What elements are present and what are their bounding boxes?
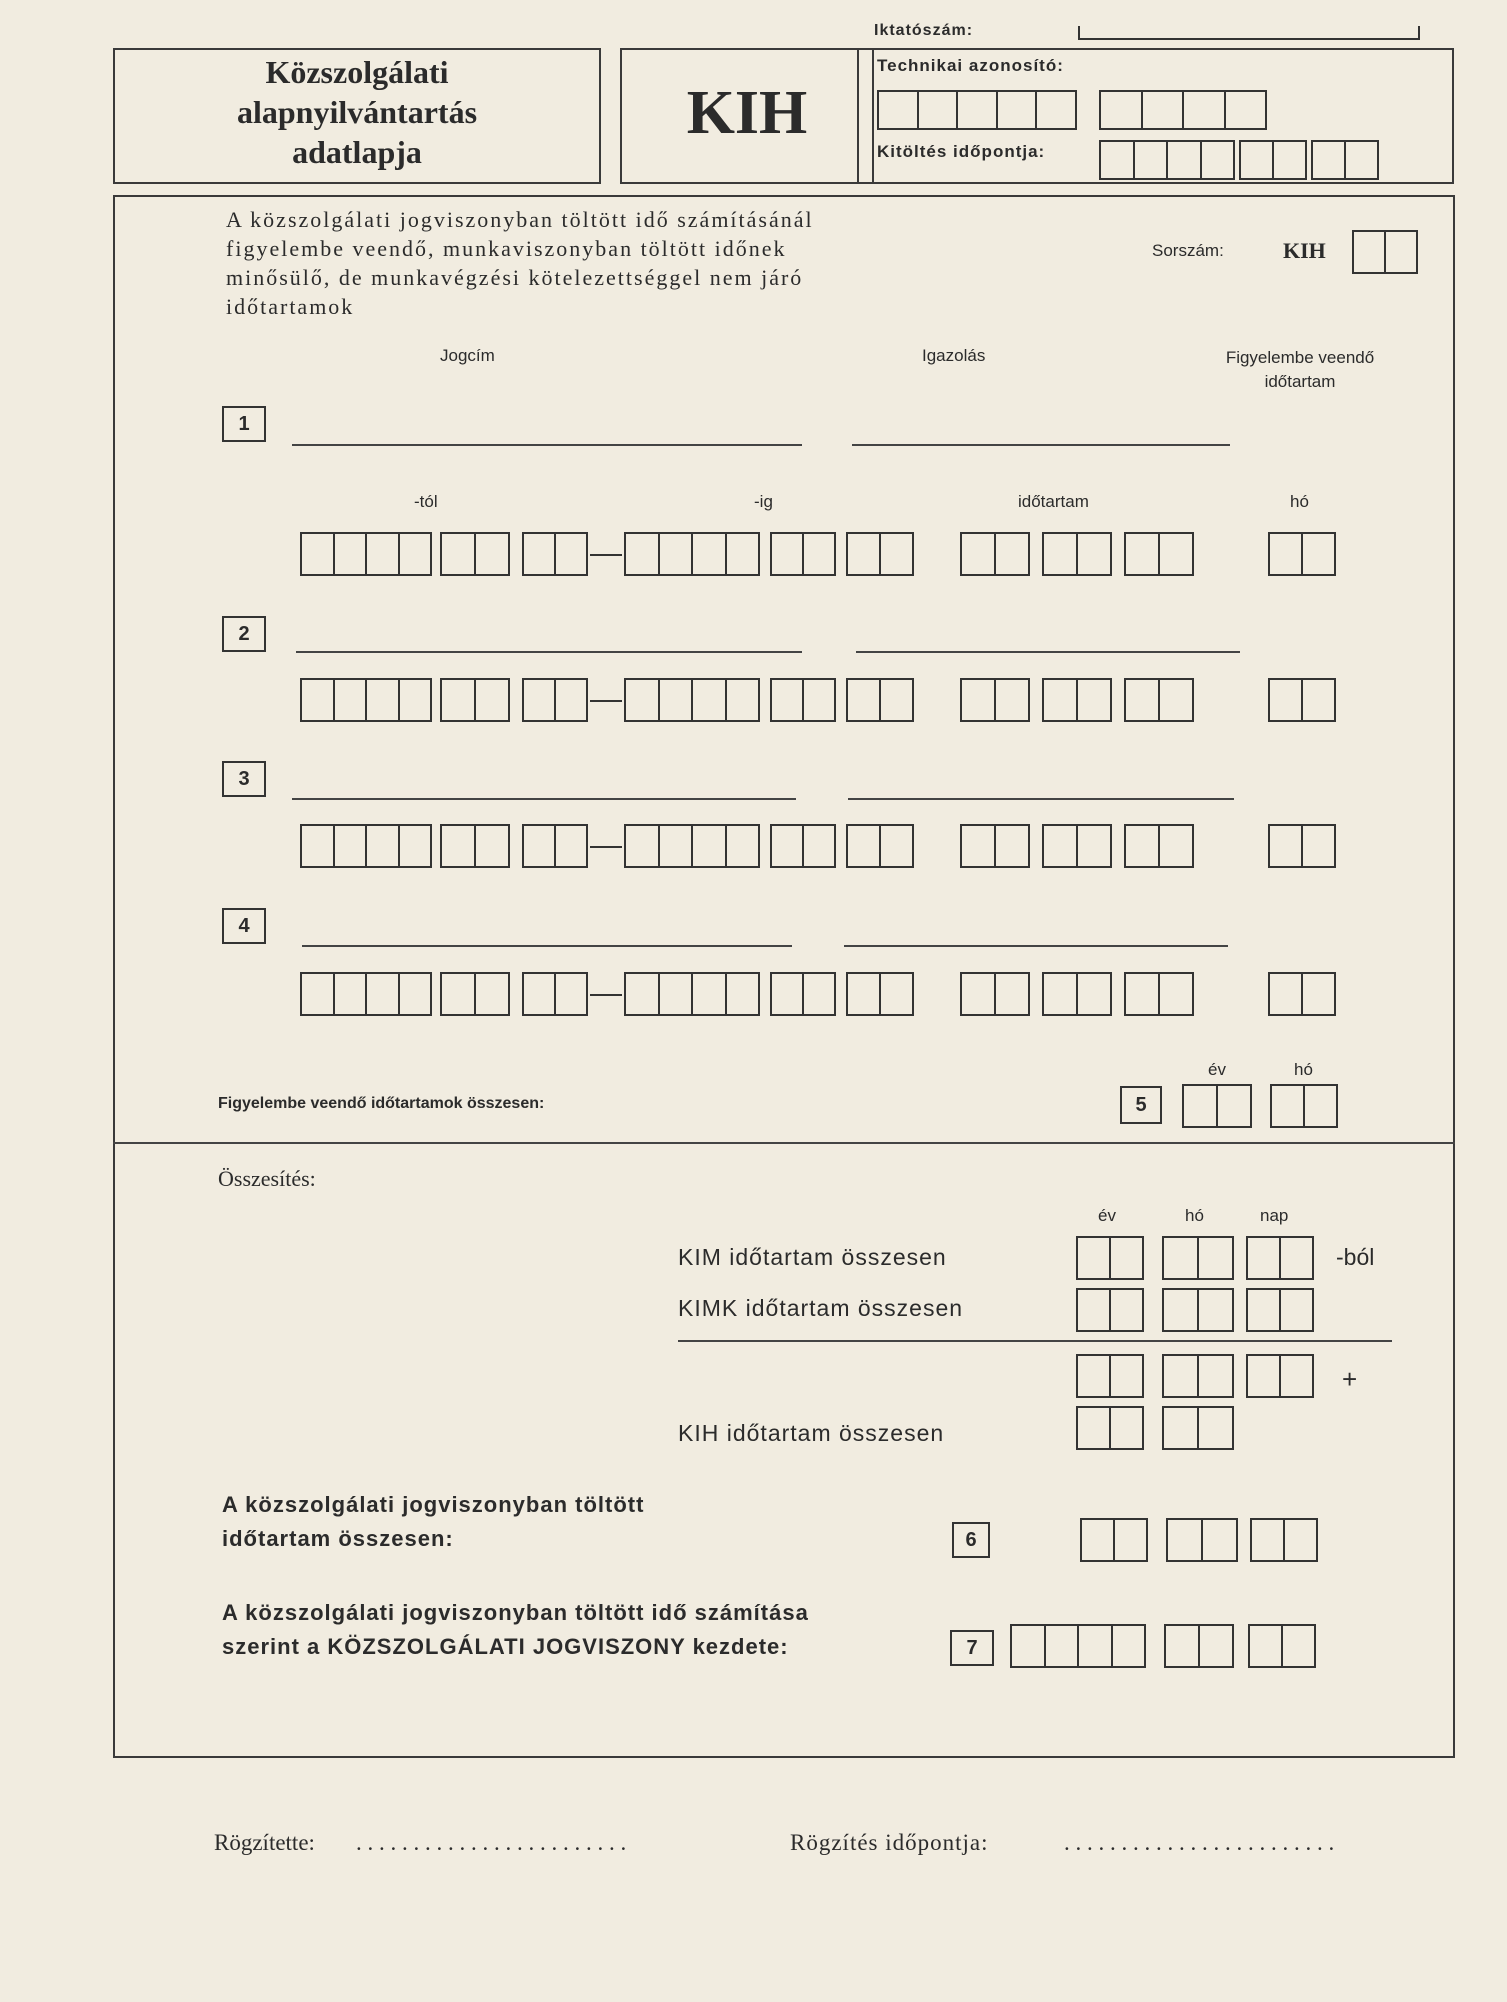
summary-col-ho: hó bbox=[1185, 1206, 1204, 1225]
row2-from-year[interactable] bbox=[300, 678, 432, 722]
row1-from-year[interactable] bbox=[300, 532, 432, 576]
row-number-6: 6 bbox=[952, 1522, 990, 1558]
kimk-label: KIMK időtartam összesen bbox=[678, 1295, 964, 1321]
row4-jogcim-line[interactable] bbox=[302, 945, 792, 947]
form-title-line2: alapnyilvántartás bbox=[236, 94, 478, 130]
form-title-line1: Közszolgálati bbox=[265, 54, 449, 90]
row2-to-day[interactable] bbox=[846, 678, 914, 722]
sub-idotartam: időtartam bbox=[1018, 492, 1089, 511]
recorded-at-field[interactable]: . . . . . . . . . . . . . . . . . . . . . . . . bbox=[1064, 1830, 1335, 1855]
total-service-year-cells[interactable] bbox=[1080, 1518, 1148, 1562]
kim-suffix: -ból bbox=[1336, 1244, 1375, 1270]
row4-igazolas-line[interactable] bbox=[844, 945, 1228, 947]
total-service-day-cells[interactable] bbox=[1250, 1518, 1318, 1562]
sorszam-code: KIH bbox=[1283, 238, 1326, 263]
row3-duration-day[interactable] bbox=[1124, 824, 1194, 868]
row-number-5: 5 bbox=[1120, 1086, 1162, 1124]
row3-from-day[interactable] bbox=[522, 824, 588, 868]
sub-ho: hó bbox=[1290, 492, 1309, 511]
row4-duration-year[interactable] bbox=[960, 972, 1030, 1016]
row3-from-year[interactable] bbox=[300, 824, 432, 868]
kih-year-cells[interactable] bbox=[1076, 1406, 1144, 1450]
service-start-label bbox=[222, 1596, 809, 1664]
section1-description bbox=[226, 205, 814, 321]
row-number-3: 3 bbox=[222, 761, 266, 797]
fill-date-year-cells[interactable] bbox=[1099, 140, 1235, 180]
kim-month-cells[interactable] bbox=[1162, 1236, 1234, 1280]
row4-duration-month[interactable] bbox=[1042, 972, 1112, 1016]
form-code: KIH bbox=[686, 79, 808, 147]
row2-duration-year[interactable] bbox=[960, 678, 1030, 722]
col-figyelembe-line1: Figyelembe veendő bbox=[1225, 348, 1375, 367]
row4-from-day[interactable] bbox=[522, 972, 588, 1016]
row1-duration-day[interactable] bbox=[1124, 532, 1194, 576]
row2-jogcim-line[interactable] bbox=[296, 651, 802, 653]
row1-igazolas-line[interactable] bbox=[852, 444, 1230, 446]
form-code-box bbox=[620, 48, 874, 184]
form-title bbox=[115, 52, 599, 172]
sorszam-label: Sorszám: bbox=[1152, 241, 1224, 260]
plus-sign: + bbox=[1342, 1364, 1358, 1394]
title-box bbox=[113, 48, 601, 184]
sorszam-cells[interactable] bbox=[1352, 230, 1418, 274]
kimk-day-cells[interactable] bbox=[1246, 1288, 1314, 1332]
total-year-cells[interactable] bbox=[1182, 1084, 1252, 1128]
recorded-by-label: Rögzítette: bbox=[214, 1830, 315, 1855]
sub-tol: -tól bbox=[414, 492, 438, 511]
total-ev-label: év bbox=[1208, 1060, 1226, 1079]
row2-duration-day[interactable] bbox=[1124, 678, 1194, 722]
diff-day-cells[interactable] bbox=[1246, 1354, 1314, 1398]
row1-duration-month[interactable] bbox=[1042, 532, 1112, 576]
section-divider bbox=[113, 1142, 1455, 1144]
recorded-by-field[interactable]: . . . . . . . . . . . . . . . . . . . . . . . . bbox=[356, 1830, 627, 1855]
diff-month-cells[interactable] bbox=[1162, 1354, 1234, 1398]
row2-igazolas-line[interactable] bbox=[856, 651, 1240, 653]
row1-to-day[interactable] bbox=[846, 532, 914, 576]
technical-id-cells-b[interactable] bbox=[1099, 90, 1267, 130]
row1-duration-year[interactable] bbox=[960, 532, 1030, 576]
fill-date-day-cells[interactable] bbox=[1311, 140, 1379, 180]
row3-jogcim-line[interactable] bbox=[292, 798, 796, 800]
row-number-7: 7 bbox=[950, 1630, 994, 1666]
sub-ig: -ig bbox=[754, 492, 773, 511]
kim-year-cells[interactable] bbox=[1076, 1236, 1144, 1280]
row4-from-year[interactable] bbox=[300, 972, 432, 1016]
row3-to-month[interactable] bbox=[770, 824, 836, 868]
service-start-month-cells[interactable] bbox=[1164, 1624, 1234, 1668]
row4-to-day[interactable] bbox=[846, 972, 914, 1016]
total-service-line1: A közszolgálati jogviszonyban töltött bbox=[222, 1492, 645, 1517]
row-number-4: 4 bbox=[222, 908, 266, 944]
row3-to-day[interactable] bbox=[846, 824, 914, 868]
description-line4: időtartamok bbox=[226, 294, 355, 319]
row2-from-month[interactable] bbox=[440, 678, 510, 722]
iktatoszam-field[interactable] bbox=[1078, 26, 1420, 40]
row2-considered-month[interactable] bbox=[1268, 678, 1336, 722]
row1-from-month[interactable] bbox=[440, 532, 510, 576]
id-box bbox=[857, 48, 1454, 184]
row4-from-month[interactable] bbox=[440, 972, 510, 1016]
row2-to-year[interactable] bbox=[624, 678, 760, 722]
row3-from-month[interactable] bbox=[440, 824, 510, 868]
col-figyelembe bbox=[1190, 346, 1410, 394]
row3-duration-year[interactable] bbox=[960, 824, 1030, 868]
row3-igazolas-line[interactable] bbox=[848, 798, 1234, 800]
row1-to-month[interactable] bbox=[770, 532, 836, 576]
row1-jogcim-line[interactable] bbox=[292, 444, 802, 446]
fill-date-month-cells[interactable] bbox=[1239, 140, 1307, 180]
service-start-line1: A közszolgálati jogviszonyban töltött idő számítása bbox=[222, 1600, 809, 1625]
row3-considered-month[interactable] bbox=[1268, 824, 1336, 868]
total-month-cells[interactable] bbox=[1270, 1084, 1338, 1128]
col-jogcim: Jogcím bbox=[440, 346, 495, 365]
form-title-line3: adatlapja bbox=[292, 134, 422, 170]
total-ho-label: hó bbox=[1294, 1060, 1313, 1079]
kih-month-cells[interactable] bbox=[1162, 1406, 1234, 1450]
technical-id-cells-a[interactable] bbox=[877, 90, 1077, 130]
row4-duration-day[interactable] bbox=[1124, 972, 1194, 1016]
row-number-2: 2 bbox=[222, 616, 266, 652]
row4-to-year[interactable] bbox=[624, 972, 760, 1016]
kih-label: KIH időtartam összesen bbox=[678, 1420, 945, 1446]
row1-from-day[interactable] bbox=[522, 532, 588, 576]
fill-date-label: Kitöltés időpontja: bbox=[877, 142, 1046, 161]
description-line2: figyelembe veendő, munkaviszonyban töltött időnek bbox=[226, 236, 787, 261]
description-line3: minősülő, de munkavégzési kötelezettséggel nem járó bbox=[226, 265, 804, 290]
row4-considered-month[interactable] bbox=[1268, 972, 1336, 1016]
summary-title: Összesítés: bbox=[218, 1166, 316, 1191]
row3-range-dash bbox=[590, 846, 622, 848]
technical-id-label: Technikai azonosító: bbox=[877, 56, 1064, 75]
row2-range-dash bbox=[590, 700, 622, 702]
col-igazolas: Igazolás bbox=[922, 346, 986, 365]
kimk-month-cells[interactable] bbox=[1162, 1288, 1234, 1332]
row1-to-year[interactable] bbox=[624, 532, 760, 576]
col-figyelembe-line2: időtartam bbox=[1264, 372, 1336, 391]
service-start-year-cells[interactable] bbox=[1010, 1624, 1146, 1668]
row3-duration-month[interactable] bbox=[1042, 824, 1112, 868]
service-start-day-cells[interactable] bbox=[1248, 1624, 1316, 1668]
kim-label: KIM időtartam összesen bbox=[678, 1244, 947, 1270]
row2-duration-month[interactable] bbox=[1042, 678, 1112, 722]
service-start-line2: szerint a KÖZSZOLGÁLATI JOGVISZONY kezdete: bbox=[222, 1634, 789, 1659]
row3-to-year[interactable] bbox=[624, 824, 760, 868]
description-line1: A közszolgálati jogviszonyban töltött idő számításánál bbox=[226, 207, 814, 232]
summary-col-nap: nap bbox=[1260, 1206, 1289, 1225]
row-number-1: 1 bbox=[222, 406, 266, 442]
diff-year-cells[interactable] bbox=[1076, 1354, 1144, 1398]
summary-col-ev: év bbox=[1098, 1206, 1116, 1225]
row4-range-dash bbox=[590, 994, 622, 996]
row1-range-dash bbox=[590, 554, 622, 556]
total-label: Figyelembe veendő időtartamok összesen: bbox=[218, 1095, 545, 1112]
total-service-month-cells[interactable] bbox=[1166, 1518, 1238, 1562]
row2-to-month[interactable] bbox=[770, 678, 836, 722]
subtraction-line bbox=[678, 1340, 1392, 1342]
total-service-label bbox=[222, 1488, 644, 1556]
row1-considered-month[interactable] bbox=[1268, 532, 1336, 576]
row2-from-day[interactable] bbox=[522, 678, 588, 722]
row4-to-month[interactable] bbox=[770, 972, 836, 1016]
kimk-year-cells[interactable] bbox=[1076, 1288, 1144, 1332]
recorded-at-label: Rögzítés időpontja: bbox=[790, 1830, 989, 1855]
iktatoszam-label: Iktatószám: bbox=[874, 22, 974, 39]
total-service-line2: időtartam összesen: bbox=[222, 1526, 454, 1551]
kim-day-cells[interactable] bbox=[1246, 1236, 1314, 1280]
